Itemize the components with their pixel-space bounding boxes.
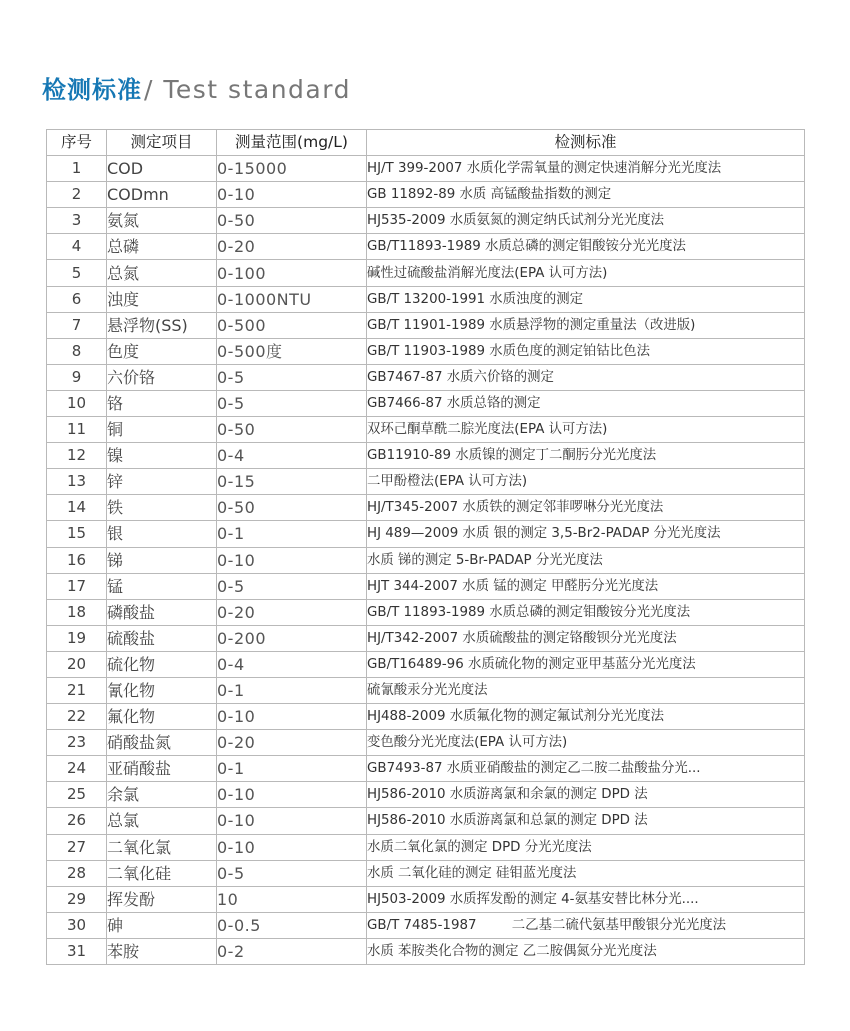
- row-number: 28: [47, 860, 107, 886]
- row-number: 25: [47, 782, 107, 808]
- row-number: 5: [47, 260, 107, 286]
- row-range: 0-50: [217, 495, 367, 521]
- row-range: 0-4: [217, 651, 367, 677]
- table-row: [47, 234, 805, 260]
- row-number: 1: [47, 156, 107, 182]
- table-row: [47, 364, 805, 390]
- table-row: [47, 860, 805, 886]
- row-test-item: 氰化物: [107, 677, 217, 703]
- table-row: [47, 443, 805, 469]
- row-test-item: 色度: [107, 338, 217, 364]
- row-standard: 变色酸分光光度法(EPA 认可方法): [367, 730, 805, 756]
- table-row: [47, 547, 805, 573]
- row-range: 10: [217, 886, 367, 912]
- row-standard: GB/T16489-96 水质硫化物的测定亚甲基蓝分光光度法: [367, 651, 805, 677]
- row-test-item: 锰: [107, 573, 217, 599]
- row-range: 0-10: [217, 704, 367, 730]
- table-row: [47, 573, 805, 599]
- row-number: 8: [47, 338, 107, 364]
- table-row: [47, 886, 805, 912]
- row-range: 0-1: [217, 521, 367, 547]
- row-standard: GB/T 13200-1991 水质浊度的测定: [367, 286, 805, 312]
- row-test-item: 总磷: [107, 234, 217, 260]
- heading-title-cn: 检测标准: [42, 76, 142, 104]
- row-number: 18: [47, 599, 107, 625]
- row-range: 0-200: [217, 625, 367, 651]
- row-range: 0-20: [217, 599, 367, 625]
- row-range: 0-1000NTU: [217, 286, 367, 312]
- table-row: [47, 469, 805, 495]
- row-number: 7: [47, 312, 107, 338]
- row-test-item: 镍: [107, 443, 217, 469]
- col-header-number: 序号: [47, 130, 107, 156]
- row-standard: HJ535-2009 水质氨氮的测定纳氏试剂分光光度法: [367, 208, 805, 234]
- row-number: 3: [47, 208, 107, 234]
- table-row: [47, 730, 805, 756]
- row-standard: HJ503-2009 水质挥发酚的测定 4-氨基安替比林分光....: [367, 886, 805, 912]
- row-range: 0-20: [217, 234, 367, 260]
- row-range: 0-15000: [217, 156, 367, 182]
- row-test-item: 锌: [107, 469, 217, 495]
- row-standard: 水质二氧化氯的测定 DPD 分光光度法: [367, 834, 805, 860]
- table-row: [47, 156, 805, 182]
- row-standard: HJ/T 399-2007 水质化学需氧量的测定快速消解分光光度法: [367, 156, 805, 182]
- table-row: [47, 912, 805, 938]
- row-number: 17: [47, 573, 107, 599]
- table-row: [47, 208, 805, 234]
- table-row: [47, 625, 805, 651]
- row-test-item: 铁: [107, 495, 217, 521]
- row-number: 19: [47, 625, 107, 651]
- row-number: 4: [47, 234, 107, 260]
- row-standard: GB/T 11901-1989 水质悬浮物的测定重量法（改进版): [367, 312, 805, 338]
- table-row: [47, 808, 805, 834]
- row-number: 20: [47, 651, 107, 677]
- row-standard: HJ/T345-2007 水质铁的测定邻菲啰啉分光光度法: [367, 495, 805, 521]
- row-range: 0-10: [217, 547, 367, 573]
- table-row: [47, 677, 805, 703]
- row-test-item: 氨氮: [107, 208, 217, 234]
- row-standard: HJ586-2010 水质游离氯和余氯的测定 DPD 法: [367, 782, 805, 808]
- row-range: 0-5: [217, 573, 367, 599]
- row-number: 23: [47, 730, 107, 756]
- row-test-item: 银: [107, 521, 217, 547]
- table-row: [47, 286, 805, 312]
- row-test-item: 二氧化硅: [107, 860, 217, 886]
- page-heading: [42, 70, 351, 102]
- table-row: [47, 599, 805, 625]
- row-test-item: 铬: [107, 390, 217, 416]
- heading-title-en: / Test standard: [144, 75, 351, 104]
- table-row: [47, 756, 805, 782]
- row-test-item: 铜: [107, 417, 217, 443]
- row-number: 24: [47, 756, 107, 782]
- row-test-item: 六价铬: [107, 364, 217, 390]
- row-range: 0-5: [217, 860, 367, 886]
- table-row: [47, 338, 805, 364]
- table-row: [47, 938, 805, 964]
- row-range: 0-4: [217, 443, 367, 469]
- row-standard: HJ 489—2009 水质 银的测定 3,5-Br2-PADAP 分光光度法: [367, 521, 805, 547]
- row-number: 15: [47, 521, 107, 547]
- row-test-item: 锑: [107, 547, 217, 573]
- row-standard: GB/T 7485-1987 二乙基二硫代氨基甲酸银分光光度法: [367, 912, 805, 938]
- row-number: 16: [47, 547, 107, 573]
- row-number: 10: [47, 390, 107, 416]
- row-test-item: 浊度: [107, 286, 217, 312]
- row-standard: 水质 锑的测定 5-Br-PADAP 分光光度法: [367, 547, 805, 573]
- row-test-item: 亚硝酸盐: [107, 756, 217, 782]
- row-standard: 水质 苯胺类化合物的测定 乙二胺偶氮分光光度法: [367, 938, 805, 964]
- table-row: [47, 260, 805, 286]
- row-standard: HJ488-2009 水质氟化物的测定氟试剂分光光度法: [367, 704, 805, 730]
- row-standard: GB7467-87 水质六价铬的测定: [367, 364, 805, 390]
- row-standard: GB11910-89 水质镍的测定丁二酮肟分光光度法: [367, 443, 805, 469]
- row-standard: 双环己酮草酰二腙光度法(EPA 认可方法): [367, 417, 805, 443]
- table-header-row: [47, 130, 805, 156]
- row-number: 14: [47, 495, 107, 521]
- table-row: [47, 834, 805, 860]
- row-test-item: 总氯: [107, 808, 217, 834]
- row-range: 0-5: [217, 364, 367, 390]
- row-number: 12: [47, 443, 107, 469]
- row-standard: GB7466-87 水质总铬的测定: [367, 390, 805, 416]
- row-range: 0-10: [217, 834, 367, 860]
- row-range: 0-50: [217, 417, 367, 443]
- row-test-item: 二氧化氯: [107, 834, 217, 860]
- row-range: 0-10: [217, 182, 367, 208]
- row-standard: HJT 344-2007 水质 锰的测定 甲醛肟分光光度法: [367, 573, 805, 599]
- test-standard-table: [46, 129, 805, 965]
- row-standard: GB/T 11903-1989 水质色度的测定铂钴比色法: [367, 338, 805, 364]
- table-row: [47, 182, 805, 208]
- table-row: [47, 312, 805, 338]
- row-number: 26: [47, 808, 107, 834]
- row-test-item: COD: [107, 156, 217, 182]
- row-test-item: 苯胺: [107, 938, 217, 964]
- row-test-item: 挥发酚: [107, 886, 217, 912]
- row-standard: 二甲酚橙法(EPA 认可方法): [367, 469, 805, 495]
- row-standard: GB7493-87 水质亚硝酸盐的测定乙二胺二盐酸盐分光...: [367, 756, 805, 782]
- col-header-range: 测量范围(mg/L): [217, 130, 367, 156]
- row-test-item: 磷酸盐: [107, 599, 217, 625]
- row-standard: 碱性过硫酸盐消解光度法(EPA 认可方法): [367, 260, 805, 286]
- row-standard: HJ/T342-2007 水质硫酸盐的测定铬酸钡分光光度法: [367, 625, 805, 651]
- table-body: [47, 156, 805, 965]
- row-range: 0-15: [217, 469, 367, 495]
- table-row: [47, 704, 805, 730]
- row-range: 0-2: [217, 938, 367, 964]
- row-test-item: 悬浮物(SS): [107, 312, 217, 338]
- col-header-standard: 检测标准: [367, 130, 805, 156]
- table-row: [47, 495, 805, 521]
- row-range: 0-10: [217, 808, 367, 834]
- row-number: 11: [47, 417, 107, 443]
- table-row: [47, 390, 805, 416]
- row-range: 0-0.5: [217, 912, 367, 938]
- row-test-item: 硫化物: [107, 651, 217, 677]
- row-standard: 水质 二氧化硅的测定 硅钼蓝光度法: [367, 860, 805, 886]
- row-number: 31: [47, 938, 107, 964]
- table-row: [47, 651, 805, 677]
- row-range: 0-500: [217, 312, 367, 338]
- row-range: 0-10: [217, 782, 367, 808]
- col-header-item: 测定项目: [107, 130, 217, 156]
- table-row: [47, 417, 805, 443]
- row-standard: HJ586-2010 水质游离氯和总氯的测定 DPD 法: [367, 808, 805, 834]
- row-test-item: CODmn: [107, 182, 217, 208]
- row-standard: 硫氰酸汞分光光度法: [367, 677, 805, 703]
- row-number: 22: [47, 704, 107, 730]
- row-range: 0-100: [217, 260, 367, 286]
- row-range: 0-500度: [217, 338, 367, 364]
- row-number: 2: [47, 182, 107, 208]
- row-standard: GB 11892-89 水质 高锰酸盐指数的测定: [367, 182, 805, 208]
- row-test-item: 硫酸盐: [107, 625, 217, 651]
- table-row: [47, 521, 805, 547]
- row-standard: GB/T 11893-1989 水质总磷的测定钼酸铵分光光度法: [367, 599, 805, 625]
- row-range: 0-50: [217, 208, 367, 234]
- row-number: 6: [47, 286, 107, 312]
- row-number: 9: [47, 364, 107, 390]
- row-range: 0-1: [217, 677, 367, 703]
- row-standard: GB/T11893-1989 水质总磷的测定钼酸铵分光光度法: [367, 234, 805, 260]
- row-number: 21: [47, 677, 107, 703]
- row-number: 30: [47, 912, 107, 938]
- row-test-item: 硝酸盐氮: [107, 730, 217, 756]
- row-number: 29: [47, 886, 107, 912]
- row-range: 0-1: [217, 756, 367, 782]
- row-test-item: 余氯: [107, 782, 217, 808]
- table-row: [47, 782, 805, 808]
- row-number: 13: [47, 469, 107, 495]
- row-number: 27: [47, 834, 107, 860]
- row-test-item: 总氮: [107, 260, 217, 286]
- row-range: 0-5: [217, 390, 367, 416]
- row-test-item: 氟化物: [107, 704, 217, 730]
- row-test-item: 砷: [107, 912, 217, 938]
- row-range: 0-20: [217, 730, 367, 756]
